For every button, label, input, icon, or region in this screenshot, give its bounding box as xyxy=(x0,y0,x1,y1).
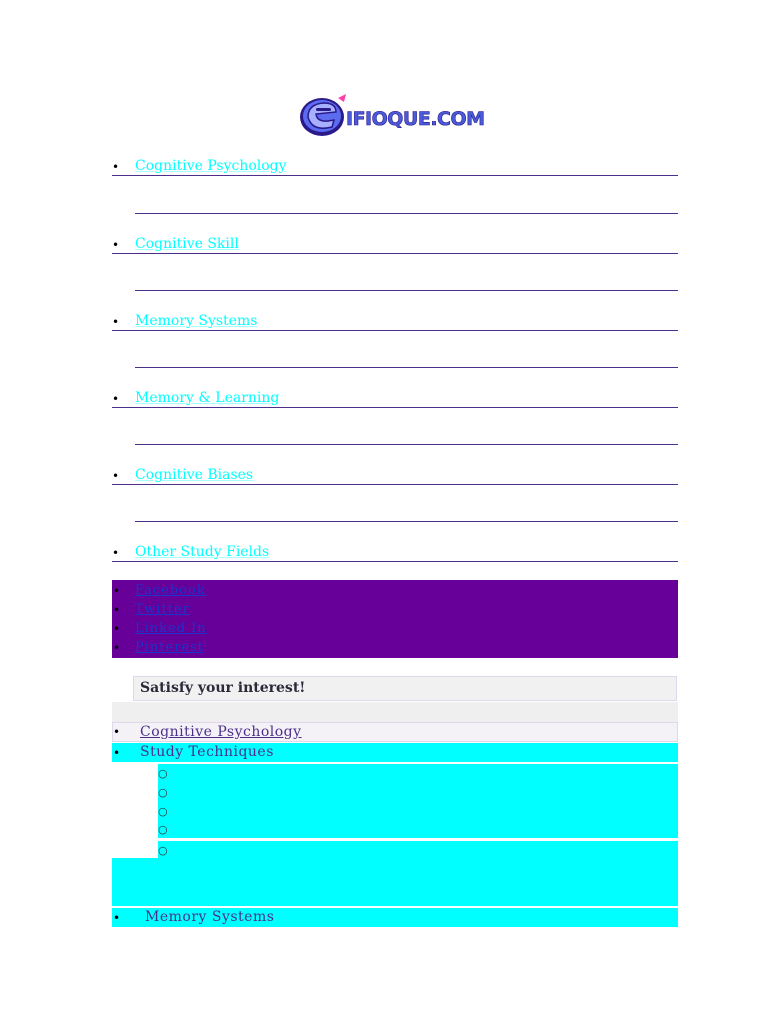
submenu-item[interactable]: ○ xyxy=(158,823,168,836)
divider xyxy=(112,175,678,176)
logo-text: IFIOQUE.COM xyxy=(346,108,485,130)
bullet: • xyxy=(113,746,121,760)
nav-item-memory-learning[interactable] xyxy=(112,388,678,412)
menu-spacer xyxy=(112,702,678,722)
divider xyxy=(112,561,678,562)
bullet: • xyxy=(113,911,121,925)
nav-link-cognitive-biases[interactable]: Cognitive Biases xyxy=(135,467,254,483)
linkedin-link[interactable]: Linked In xyxy=(135,621,207,636)
bullet: • xyxy=(112,238,120,252)
divider xyxy=(112,330,678,331)
menu-link-memory-systems[interactable]: Memory Systems xyxy=(145,909,275,925)
social-item-pinterest[interactable] xyxy=(112,639,312,657)
bullet: • xyxy=(112,392,120,406)
divider xyxy=(135,521,678,522)
divider xyxy=(112,484,678,485)
social-item-linkedin[interactable] xyxy=(112,620,312,638)
submenu-panel xyxy=(112,858,678,906)
bullet: • xyxy=(112,469,120,483)
submenu-study-techniques xyxy=(158,764,678,838)
submenu-item[interactable]: ○ xyxy=(158,786,168,799)
bullet: • xyxy=(112,315,120,329)
submenu-item[interactable]: ○ xyxy=(158,805,168,818)
menu-item-cognitive-psychology[interactable] xyxy=(112,722,678,742)
social-links-bar xyxy=(112,580,678,658)
social-item-twitter[interactable] xyxy=(112,601,312,619)
menu-link-study-techniques[interactable]: Study Techniques xyxy=(140,744,274,760)
divider xyxy=(135,367,678,368)
divider xyxy=(112,253,678,254)
nav-link-cognitive-skill[interactable]: Cognitive Skill xyxy=(135,236,239,252)
bullet: • xyxy=(113,603,121,617)
bullet: • xyxy=(112,160,120,174)
twitter-link[interactable]: Twitter xyxy=(135,602,190,617)
submenu-item[interactable]: ○ xyxy=(158,767,168,780)
submenu-item[interactable]: ○ xyxy=(158,844,168,857)
divider xyxy=(112,407,678,408)
nav-item-cognitive-biases[interactable] xyxy=(112,465,678,489)
nav-item-memory-systems[interactable] xyxy=(112,311,678,335)
site-logo[interactable] xyxy=(298,92,485,140)
nav-link-memory-systems[interactable]: Memory Systems xyxy=(135,313,258,329)
menu-item-study-techniques[interactable] xyxy=(112,743,678,762)
divider xyxy=(135,290,678,291)
nav-link-memory-learning[interactable]: Memory & Learning xyxy=(135,390,280,406)
bullet: • xyxy=(113,584,121,598)
bullet: • xyxy=(113,725,121,739)
logo-emblem-icon xyxy=(298,92,350,140)
nav-item-cognitive-skill[interactable] xyxy=(112,234,678,258)
bullet: • xyxy=(113,622,121,636)
interest-heading-box xyxy=(133,676,677,701)
social-item-facebook[interactable] xyxy=(112,582,312,600)
pinterest-link[interactable]: Pinterest xyxy=(135,640,204,655)
submenu-study-techniques-extra xyxy=(158,841,678,858)
facebook-link[interactable]: Facebook xyxy=(135,583,206,598)
bullet: • xyxy=(112,546,120,560)
bullet: • xyxy=(113,641,121,655)
menu-link-cognitive-psychology[interactable]: Cognitive Psychology xyxy=(140,724,302,740)
nav-item-cognitive-psychology[interactable] xyxy=(112,156,678,180)
nav-link-other-study-fields[interactable]: Other Study Fields xyxy=(135,544,270,560)
nav-link-cognitive-psychology[interactable]: Cognitive Psychology xyxy=(135,158,287,174)
menu-item-memory-systems[interactable] xyxy=(112,908,678,927)
interest-heading: Satisfy your interest! xyxy=(140,680,306,696)
divider xyxy=(135,213,678,214)
divider xyxy=(135,444,678,445)
nav-item-other-study-fields[interactable] xyxy=(112,542,678,566)
